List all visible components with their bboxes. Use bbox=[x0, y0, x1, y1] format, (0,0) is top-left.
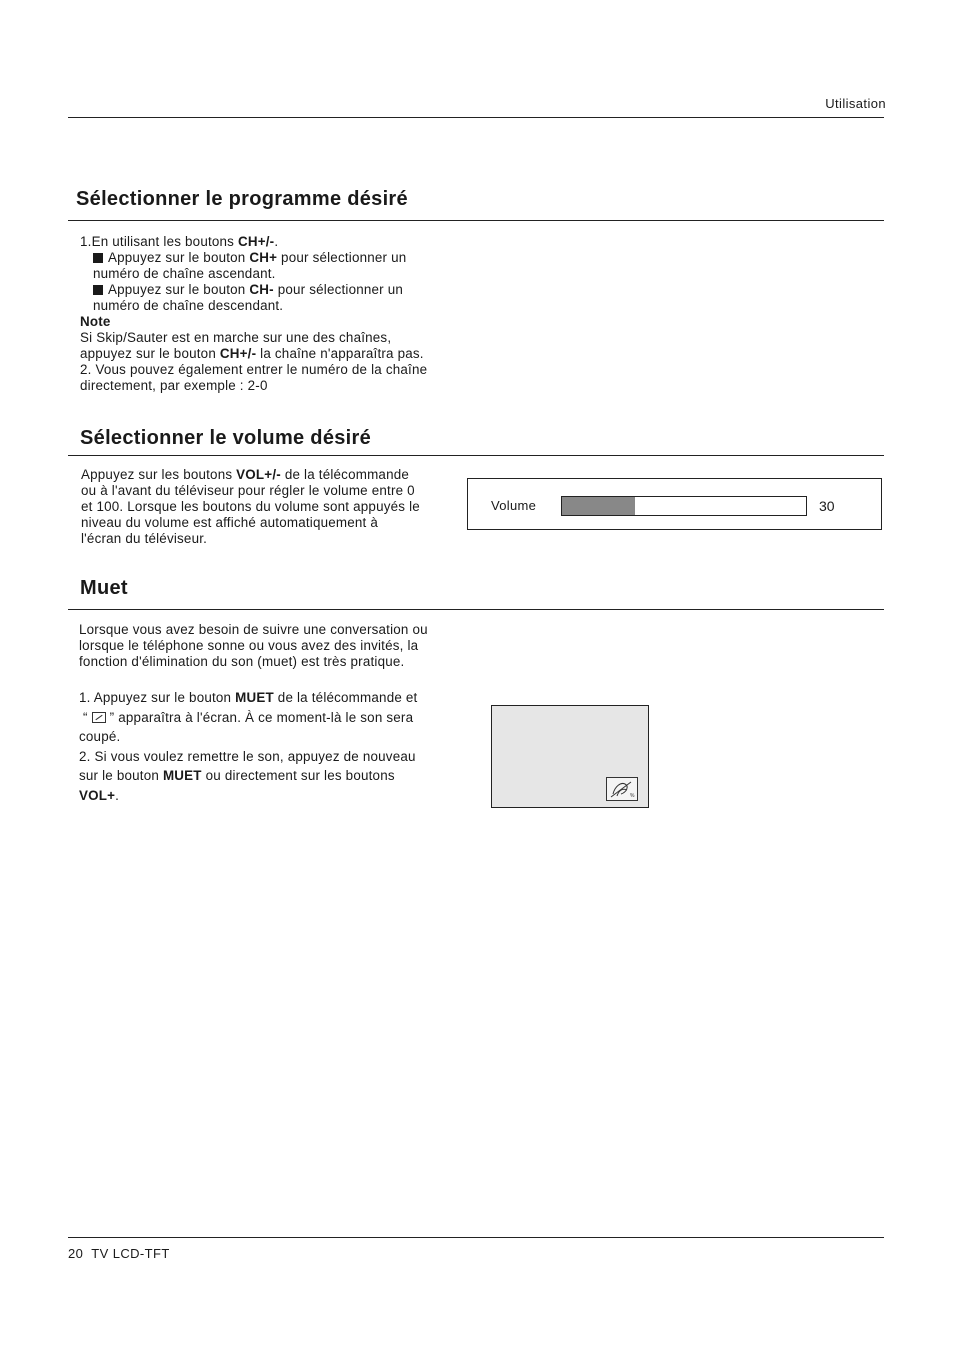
footer bbox=[68, 1246, 170, 1261]
program-bullet-ch-minus-cont: numéro de chaîne descendant. bbox=[93, 298, 284, 313]
volume-osd-label: Volume bbox=[491, 498, 537, 513]
volume-instructions: Appuyez sur les boutons VOL+/- de la télécommande ou à l'avant du téléviseur pour régler le volume entre 0 et 100. Lorsque les boutons du volume sont appuyés le niveau du volume est affiché automatiquement à l'écran du téléviseur. bbox=[81, 467, 420, 546]
program-bullet-ch-minus: Appuyez sur le bouton CH- pour sélectionner un bbox=[80, 282, 480, 298]
volume-bar bbox=[561, 496, 807, 516]
section-rule-volume bbox=[68, 455, 884, 456]
page-number: 20 bbox=[68, 1246, 84, 1261]
section-rule-program bbox=[68, 220, 884, 221]
volume-osd-value: 30 bbox=[819, 498, 835, 514]
mute-steps: 1. Appuyez sur le bouton MUET de la télécommande et “ ” apparaîtra à l'écran. À ce moment-là le son sera coupé. 2. Si vous voulez remettre le son, appuyez de nouveau sur le bouton MUET ou directement sur les boutons VOL+. bbox=[79, 690, 418, 803]
volume-osd bbox=[467, 478, 882, 530]
footer-title: TV LCD-TFT bbox=[91, 1246, 170, 1261]
header-rule bbox=[68, 117, 884, 118]
note-label: Note bbox=[80, 314, 111, 329]
section-title-volume: Sélectionner le volume désiré bbox=[80, 427, 372, 449]
section-title-program: Sélectionner le programme désiré bbox=[76, 188, 408, 210]
note-line-2: appuyez sur le bouton CH+/- la chaîne n'apparaîtra pas. bbox=[80, 346, 424, 361]
bullet-square-icon bbox=[93, 285, 103, 295]
bullet-square-icon bbox=[93, 253, 103, 263]
mute-speaker-icon bbox=[606, 777, 638, 801]
program-step-2-cont: directement, par exemple : 2-0 bbox=[80, 378, 268, 393]
program-bullet-ch-plus: Appuyez sur le bouton CH+ pour sélectionner un bbox=[80, 250, 480, 266]
program-bullet-ch-plus-cont: numéro de chaîne ascendant. bbox=[93, 266, 276, 281]
note-line-1: Si Skip/Sauter est en marche sur une des chaînes, bbox=[80, 330, 392, 345]
program-instructions bbox=[80, 234, 480, 394]
volume-bar-fill bbox=[562, 497, 635, 515]
mute-screen-illustration bbox=[491, 705, 649, 808]
header-section-label: Utilisation bbox=[825, 96, 886, 111]
footer-rule bbox=[68, 1237, 884, 1238]
section-rule-mute bbox=[68, 609, 884, 610]
svg-text:%: % bbox=[630, 793, 635, 799]
section-title-mute: Muet bbox=[80, 577, 128, 599]
mute-intro: Lorsque vous avez besoin de suivre une conversation ou lorsque le téléphone sonne ou vous avez des invités, la fonction d'élimination du son (muet) est très pratique. bbox=[79, 622, 428, 669]
program-step-1: 1.En utilisant les boutons CH+/-. bbox=[80, 234, 279, 249]
program-step-2: 2. Vous pouvez également entrer le numéro de la chaîne bbox=[80, 362, 428, 377]
mute-icon bbox=[92, 712, 106, 723]
